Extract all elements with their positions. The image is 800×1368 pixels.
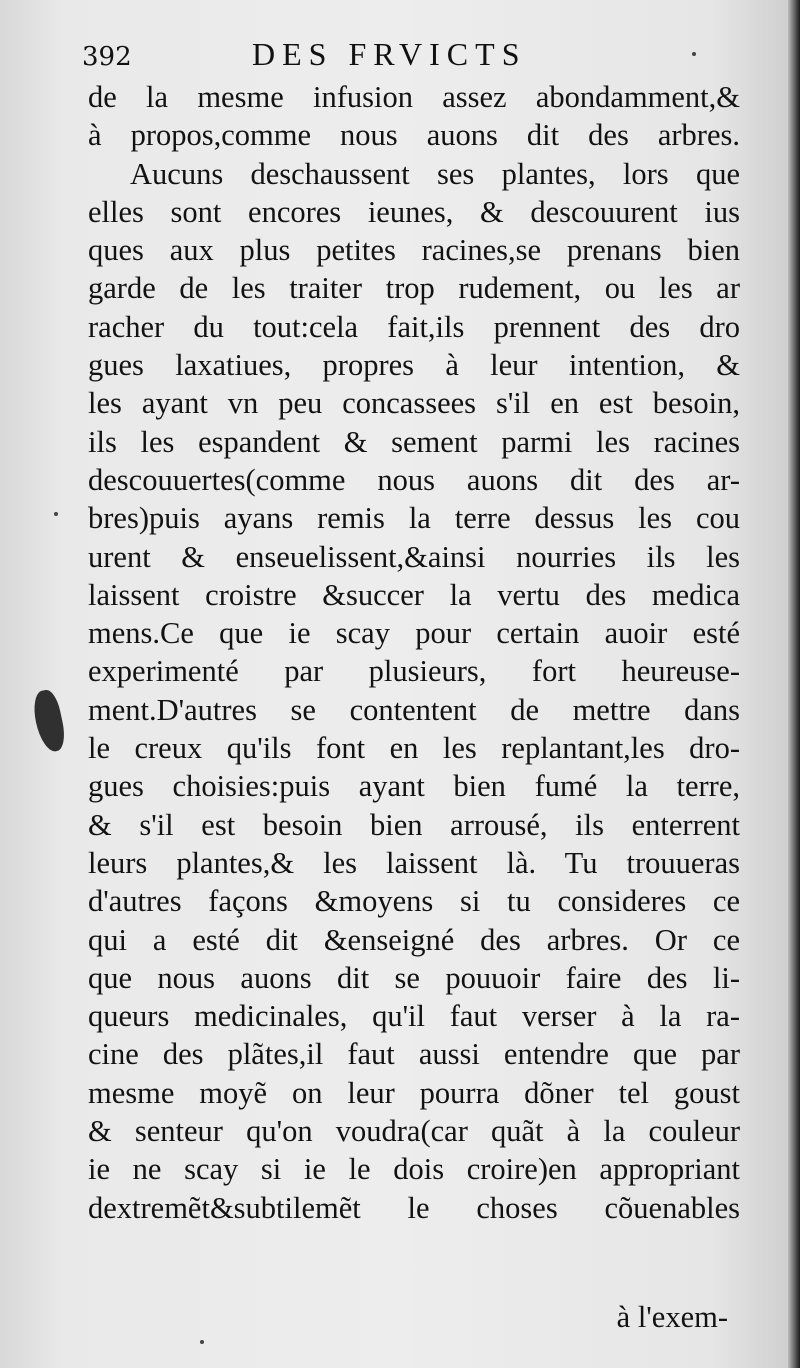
paper-speck (54, 512, 58, 516)
text-line: cine des plãtes,il faut aussi entendre que par (88, 1037, 740, 1072)
text-line: & senteur qu'on voudra(car quãt à la couleur (88, 1114, 740, 1149)
text-line: de la mesme infusion assez abondamment,& (88, 80, 740, 114)
ink-blot (30, 688, 68, 754)
text-line: & s'il est besoin bien arrousé, ils enterrent (88, 807, 740, 842)
text-line: ques aux plus petites racines,se prenans bien (88, 233, 740, 268)
page-header (82, 36, 722, 80)
text-line: ment.D'autres se contentent de mettre dans (88, 692, 740, 727)
paper-speck (200, 1340, 204, 1344)
text-line: descouuertes(comme nous auons dit des ar- (88, 462, 740, 497)
text-line: laissent croistre &succer la vertu des medica (88, 577, 740, 612)
text-line: gues laxatiues, propres à leur intention, & (88, 348, 740, 383)
paper-speck (692, 52, 696, 56)
text-line: gues choisies:puis ayant bien fumé la terre, (88, 769, 740, 804)
body-text (88, 78, 740, 1227)
text-line: elles sont encores ieunes, & descouurent ius (88, 194, 740, 229)
text-line: leurs plantes,& les laissent là. Tu trouueras (88, 845, 740, 880)
catchword: à l'exem- (616, 1300, 728, 1334)
text-line: bres)puis ayans remis la terre dessus les cou (88, 501, 740, 536)
text-line: mens.Ce que ie scay pour certain auoir esté (88, 616, 740, 651)
text-line: à propos,comme nous auons dit des arbres. (88, 118, 740, 153)
text-line: urent & enseuelissent,&ainsi nourries ils les (88, 539, 740, 574)
page-edge-shadow (788, 0, 800, 1368)
text-line: les ayant vn peu concassees s'il en est besoin, (88, 386, 740, 421)
text-line: ie ne scay si ie le dois croire)en appropriant (88, 1152, 740, 1187)
text-line: mesme moyẽ on leur pourra dõner tel goust (88, 1075, 740, 1110)
text-line: que nous auons dit se pouuoir faire des li- (88, 960, 740, 995)
running-head: DES FRVICTS (252, 36, 527, 72)
text-line: garde de les traiter trop rudement, ou les ar (88, 271, 740, 306)
text-line: ils les espandent & sement parmi les racines (88, 424, 740, 459)
page-number: 392 (82, 42, 132, 72)
text-line: racher du tout:cela fait,ils prennent des dro (88, 309, 740, 344)
text-line: qui a esté dit &enseigné des arbres. Or ce (88, 922, 740, 957)
text-line: experimenté par plusieurs, fort heureuse- (88, 654, 740, 689)
text-line: Aucuns deschaussent ses plantes, lors que (130, 156, 740, 191)
text-line: queurs medicinales, qu'il faut verser à la ra- (88, 999, 740, 1034)
text-line: d'autres façons &moyens si tu consideres ce (88, 884, 740, 919)
text-line: le creux qu'ils font en les replantant,les dro- (88, 731, 740, 766)
text-line: dextremẽt&subtilemẽt le choses cõuenables (88, 1190, 740, 1225)
